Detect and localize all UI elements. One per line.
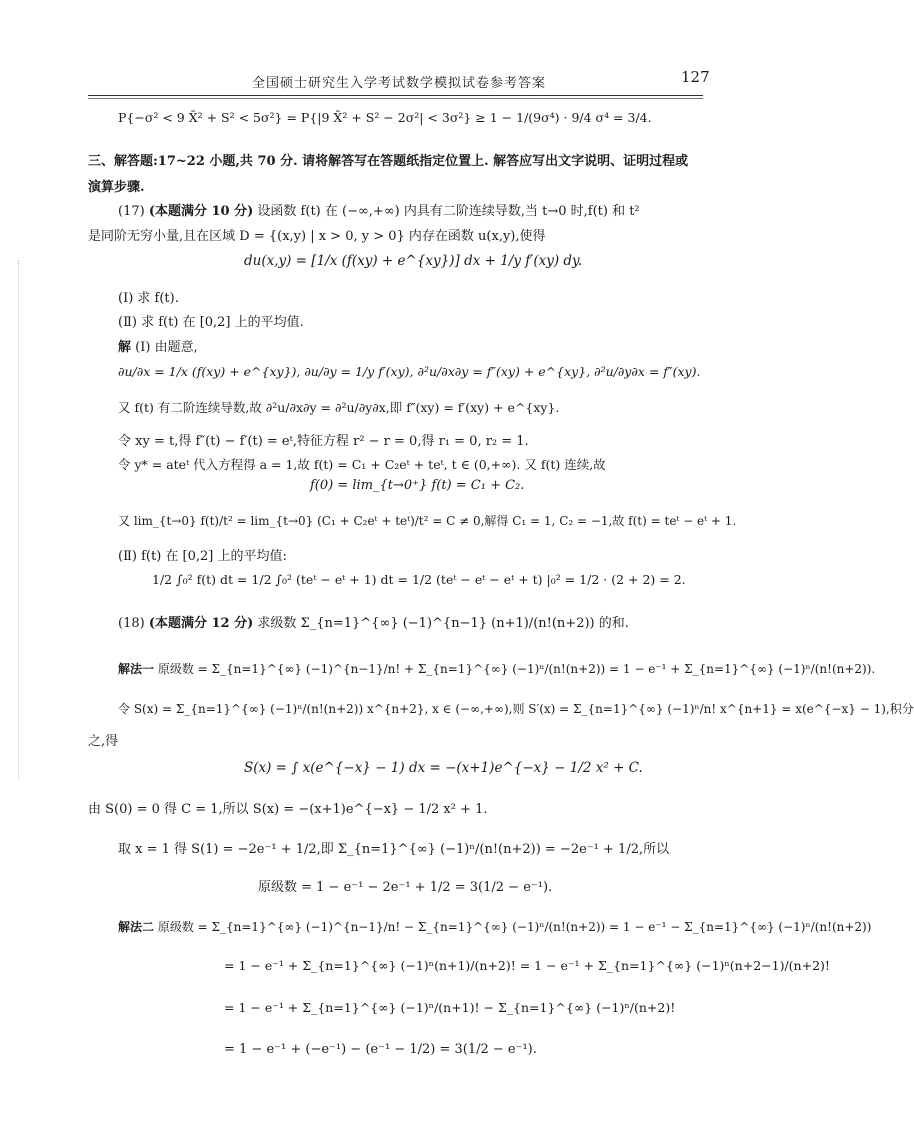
integrate-text: 之,得 (88, 734, 119, 749)
mixed-partials-equal: 又 f(t) 有二阶连续导数,故 ∂²u/∂x∂y = ∂²u/∂y∂x,即 f″(xy) = f′(xy) + e^{xy}. (118, 400, 560, 415)
average-value-integral: 1/2 ∫₀² f(t) dt = 1/2 ∫₀² (teᵗ − eᵗ + 1) dt = 1/2 (teᵗ − eᵗ − eᵗ + t) |₀² = 1/2 · (2 + 2) = 2. (152, 572, 686, 587)
problem-17-points: (本题满分 10 分) (148, 204, 254, 219)
part-2-heading: (Ⅱ) f(t) 在 [0,2] 上的平均值: (118, 549, 287, 564)
characteristic-equation: 令 xy = t,得 f″(t) − f′(t) = eᵗ,特征方程 r² − r = 0,得 r₁ = 0, r₂ = 1. (118, 434, 529, 449)
evaluate-at-one: 取 x = 1 得 S(1) = −2e⁻¹ + 1/2,即 Σ_{n=1}^{∞} (−1)ⁿ/(n!(n+2)) = −2e⁻¹ + 1/2,所以 (118, 842, 670, 857)
continuity-at-zero: f(0) = lim_{t→0⁺} f(t) = C₁ + C₂. (310, 478, 525, 493)
limit-condition: 又 lim_{t→0} f(t)/t² = lim_{t→0} (C₁ + C₂eᵗ + teᵗ)/t² = C ≠ 0,解得 C₁ = 1, C₂ = −1,故 f(t) = teᵗ − eᵗ + 1. (118, 514, 737, 528)
solution-label: 解 (118, 340, 132, 355)
page-number: 127 (681, 68, 710, 86)
question-2: (Ⅱ) 求 f(t) 在 [0,2] 上的平均值. (118, 315, 304, 330)
problem-17-number: (17) (118, 204, 145, 219)
problem-17-text-cont: 是同阶无穷小量,且在区域 D = {(x,y) | x > 0, y > 0} 内存在函数 u(x,y),使得 (88, 229, 546, 244)
section-heading-cont: 演算步骤. (88, 180, 145, 195)
partial-derivatives: ∂u/∂x = 1/x (f(xy) + e^{xy}), ∂u/∂y = 1/y f′(xy), ∂²u/∂x∂y = f″(xy) + e^{xy}, ∂²u/∂y∂x = f″(xy). (118, 364, 701, 379)
header-rule (88, 95, 703, 96)
method-1-split: 原级数 = Σ_{n=1}^{∞} (−1)^{n−1}/n! + Σ_{n=1}^{∞} (−1)ⁿ/(n!(n+2)) = 1 − e⁻¹ + Σ_{n=1}^{∞} (−1)ⁿ/(n!(n+2)). (157, 662, 876, 676)
scan-edge-marks (18, 260, 21, 780)
total-differential-equation: du(x,y) = [1/x (f(xy) + e^{xy})] dx + 1/y f′(xy) dy. (244, 253, 583, 269)
method-2-step-1: 原级数 = Σ_{n=1}^{∞} (−1)^{n−1}/n! − Σ_{n=1}^{∞} (−1)ⁿ/(n!(n+2)) = 1 − e⁻¹ − Σ_{n=1}^{∞} (−1)ⁿ/(n!(n+2)) (157, 920, 872, 934)
method-1-result: 原级数 = 1 − e⁻¹ − 2e⁻¹ + 1/2 = 3(1/2 − e⁻¹). (258, 880, 553, 895)
solution-part-1-intro: (Ⅰ) 由题意, (135, 340, 198, 355)
method-1-start (118, 660, 875, 677)
method-2-result: = 1 − e⁻¹ + (−e⁻¹) − (e⁻¹ − 1/2) = 3(1/2 − e⁻¹). (224, 1042, 537, 1057)
problem-18-points: (本题满分 12 分) (148, 616, 254, 631)
method-2-step-2: = 1 − e⁻¹ + Σ_{n=1}^{∞} (−1)ⁿ(n+1)/(n+2)! = 1 − e⁻¹ + Σ_{n=1}^{∞} (−1)ⁿ(n+2−1)/(n+2)! (224, 958, 830, 973)
problem-18-number: (18) (118, 616, 145, 631)
power-series-definition: 令 S(x) = Σ_{n=1}^{∞} (−1)ⁿ/(n!(n+2)) x^{n+2}, x ∈ (−∞,+∞),则 S′(x) = Σ_{n=1}^{∞} (−1)ⁿ/n! x^{n+1} = x(e^{−x} − 1),积分 (118, 702, 914, 716)
problem-17-statement (118, 200, 640, 219)
method-2-step-3: = 1 − e⁻¹ + Σ_{n=1}^{∞} (−1)ⁿ/(n+1)! − Σ_{n=1}^{∞} (−1)ⁿ/(n+2)! (224, 1000, 676, 1015)
particular-solution: 令 y* = ateᵗ 代入方程得 a = 1,故 f(t) = C₁ + C₂eᵗ + teᵗ, t ∈ (0,+∞). 又 f(t) 连续,故 (118, 457, 606, 472)
sum-function-integral: S(x) = ∫ x(e^{−x} − 1) dx = −(x+1)e^{−x} − 1/2 x² + C. (244, 760, 643, 776)
problem-18-text: 求级数 Σ_{n=1}^{∞} (−1)^{n−1} (n+1)/(n!(n+2)) 的和. (257, 616, 629, 631)
section-heading: 三、解答题:17~22 小题,共 70 分. 请将解答写在答题纸指定位置上. 解答应写出文字说明、证明过程或 (88, 154, 689, 169)
header-rule-thin (88, 98, 703, 99)
solution-start (118, 336, 198, 355)
question-1: (Ⅰ) 求 f(t). (118, 291, 179, 306)
method-2-start (118, 918, 871, 935)
problem-17-text: 设函数 f(t) 在 (−∞,+∞) 内具有二阶连续导数,当 t→0 时,f(t) 和 t² (257, 204, 640, 219)
method-1-label: 解法一 (118, 662, 155, 676)
probability-bound-equation: P{−σ² < 9 X̄² + S² < 5σ²} = P{|9 X̄² + S² − 2σ²| < 3σ²} ≥ 1 − 1/(9σ⁴) · 9/4 σ⁴ = 3/4. (118, 110, 652, 125)
constant-determination: 由 S(0) = 0 得 C = 1,所以 S(x) = −(x+1)e^{−x} − 1/2 x² + 1. (88, 802, 488, 817)
problem-18-statement (118, 612, 629, 631)
running-header-title: 全国硕士研究生入学考试数学模拟试卷参考答案 (252, 76, 547, 91)
method-2-label: 解法二 (118, 920, 155, 934)
